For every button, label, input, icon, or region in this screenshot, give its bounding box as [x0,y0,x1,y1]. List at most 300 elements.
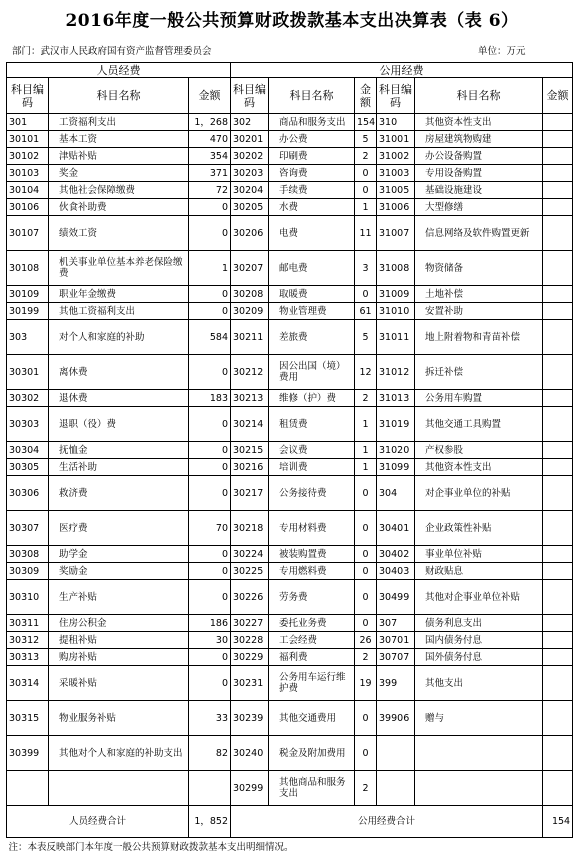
row-code: 30307 [7,511,49,546]
row-amount: 0 [355,165,377,182]
row-code: 30239 [231,701,269,736]
row-code: 30306 [7,476,49,511]
row-code: 30315 [7,701,49,736]
name-header: 科目名称 [269,78,355,114]
row-code: 301 [7,114,49,131]
table-row [7,546,573,563]
row-name: 被装购置费 [269,546,355,563]
row-amount: 33 [189,701,231,736]
row-name: 伙食补助费 [49,199,189,216]
row-code: 30303 [7,407,49,442]
row-amount: 2 [355,649,377,666]
row-amount: 0 [355,580,377,615]
row-code: 30206 [231,216,269,251]
row-code: 31020 [377,442,415,459]
row-amount [543,199,573,216]
row-name: 奖金 [49,165,189,182]
row-amount: 82 [189,736,231,771]
row-code: 30106 [7,199,49,216]
public-group-header: 公用经费 [231,63,573,78]
row-code: 30707 [377,649,415,666]
name-header: 科目名称 [415,78,543,114]
row-code: 307 [377,615,415,632]
amount-header: 金额 [543,78,573,114]
row-amount: 0 [189,476,231,511]
row-name: 公务用车运行维护费 [269,666,355,701]
row-code: 302 [231,114,269,131]
row-name: 专用材料费 [269,511,355,546]
table-row [7,114,573,131]
personnel-group-header: 人员经费 [7,63,231,78]
row-code: 30217 [231,476,269,511]
table-row [7,476,573,511]
row-name: 其他对企事业单位补贴 [415,580,543,615]
code-header: 科目编码 [231,78,269,114]
row-name: 商品和服务支出 [269,114,355,131]
row-name: 退休费 [49,390,189,407]
row-name: 维修（护）费 [269,390,355,407]
row-name: 提租补贴 [49,632,189,649]
table-row [7,199,573,216]
row-code: 30401 [377,511,415,546]
code-header: 科目编码 [7,78,49,114]
row-name: 专用燃料费 [269,563,355,580]
row-name: 其他交通费用 [269,701,355,736]
table-row [7,251,573,286]
row-code: 31006 [377,199,415,216]
row-code: 303 [7,320,49,355]
row-code: 30226 [231,580,269,615]
row-amount: 0 [355,615,377,632]
row-code: 30201 [231,131,269,148]
row-name: 印刷费 [269,148,355,165]
row-amount: 0 [355,476,377,511]
row-name: 会议费 [269,442,355,459]
row-name: 公务用车购置 [415,390,543,407]
row-amount [543,736,573,771]
row-amount: 0 [355,511,377,546]
row-amount [543,615,573,632]
row-code: 30205 [231,199,269,216]
row-name: 拆迁补偿 [415,355,543,390]
row-name: 企业政策性补贴 [415,511,543,546]
row-amount [543,355,573,390]
row-amount: 0 [355,286,377,303]
row-amount [543,131,573,148]
row-code: 30207 [231,251,269,286]
row-amount: 186 [189,615,231,632]
row-code: 31013 [377,390,415,407]
row-name: 绩效工资 [49,216,189,251]
row-code: 30227 [231,615,269,632]
row-amount [543,148,573,165]
row-name: 基本工资 [49,131,189,148]
row-amount: 0 [189,303,231,320]
row-amount: 584 [189,320,231,355]
row-name: 助学金 [49,546,189,563]
row-code: 30204 [231,182,269,199]
row-code: 30202 [231,148,269,165]
row-amount: 2 [355,771,377,806]
table-row [7,580,573,615]
row-amount [543,511,573,546]
row-code: 30212 [231,355,269,390]
row-code: 30313 [7,649,49,666]
row-code: 310 [377,114,415,131]
row-code: 30308 [7,546,49,563]
row-code: 31002 [377,148,415,165]
row-name: 大型修缮 [415,199,543,216]
row-amount [543,666,573,701]
row-code: 30107 [7,216,49,251]
table-row [7,355,573,390]
row-name: 债务利息支出 [415,615,543,632]
row-amount [543,390,573,407]
row-amount: 371 [189,165,231,182]
row-amount: 1 [355,442,377,459]
row-code: 30403 [377,563,415,580]
row-amount [543,251,573,286]
table-row [7,459,573,476]
row-code: 30302 [7,390,49,407]
row-amount [543,407,573,442]
row-amount [543,182,573,199]
row-name [49,771,189,806]
row-code: 30224 [231,546,269,563]
row-amount [543,701,573,736]
row-code: 30211 [231,320,269,355]
row-name: 产权参股 [415,442,543,459]
row-code: 30402 [377,546,415,563]
row-amount: 70 [189,511,231,546]
table-row [7,182,573,199]
row-name: 手续费 [269,182,355,199]
row-code: 30240 [231,736,269,771]
row-amount: 30 [189,632,231,649]
footnote: 注：本表反映部门本年度一般公共预算财政拨款基本支出明细情况。 [7,838,573,853]
row-name: 生活补助 [49,459,189,476]
row-amount: 0 [355,701,377,736]
row-name: 地上附着物和青苗补偿 [415,320,543,355]
row-code: 31012 [377,355,415,390]
row-name: 物业管理费 [269,303,355,320]
row-name [415,736,543,771]
row-code: 30309 [7,563,49,580]
amount-header: 金额 [355,78,377,114]
table-row [7,286,573,303]
row-name: 事业单位补贴 [415,546,543,563]
row-code: 30310 [7,580,49,615]
row-code: 31003 [377,165,415,182]
row-name: 福利费 [269,649,355,666]
row-code: 30399 [7,736,49,771]
row-code: 399 [377,666,415,701]
row-code: 304 [377,476,415,511]
row-name: 对个人和家庭的补助 [49,320,189,355]
row-name: 国内债务付息 [415,632,543,649]
row-name: 工会经费 [269,632,355,649]
row-name: 物业服务补贴 [49,701,189,736]
row-code: 30314 [7,666,49,701]
row-code: 31011 [377,320,415,355]
row-amount: 1 [355,459,377,476]
row-name: 其他资本性支出 [415,114,543,131]
row-name: 安置补助 [415,303,543,320]
row-code: 39906 [377,701,415,736]
row-name: 奖励金 [49,563,189,580]
row-code: 30701 [377,632,415,649]
row-amount: 5 [355,320,377,355]
row-code: 30231 [231,666,269,701]
row-code: 30109 [7,286,49,303]
department-label: 部门：武汉市人民政府国有资产监督管理委员会 [12,43,212,57]
row-amount: 0 [189,286,231,303]
row-amount: 0 [189,407,231,442]
code-header: 科目编码 [377,78,415,114]
row-name: 委托业务费 [269,615,355,632]
row-code: 30199 [7,303,49,320]
row-name: 劳务费 [269,580,355,615]
row-code: 30218 [231,511,269,546]
table-row [7,216,573,251]
row-code [7,771,49,806]
row-name: 对企事业单位的补贴 [415,476,543,511]
row-name: 医疗费 [49,511,189,546]
page-title: 2016年度一般公共预算财政拨款基本支出决算表（表 6） [0,6,584,31]
row-name: 机关事业单位基本养老保险缴费 [49,251,189,286]
table-row [7,736,573,771]
row-amount: 61 [355,303,377,320]
row-name: 其他社会保障缴费 [49,182,189,199]
row-amount: 0 [189,459,231,476]
row-amount: 0 [189,442,231,459]
row-name: 国外债务付息 [415,649,543,666]
table-row [7,303,573,320]
row-name: 咨询费 [269,165,355,182]
row-name: 采暖补贴 [49,666,189,701]
row-code: 30311 [7,615,49,632]
row-amount [543,442,573,459]
row-name: 基础设施建设 [415,182,543,199]
row-name: 其他支出 [415,666,543,701]
row-amount [543,459,573,476]
row-amount: 0 [189,546,231,563]
row-amount: 12 [355,355,377,390]
row-code: 30208 [231,286,269,303]
row-code: 31009 [377,286,415,303]
amount-header: 金额 [189,78,231,114]
table-row [7,701,573,736]
row-name: 取暖费 [269,286,355,303]
row-name: 其他交通工具购置 [415,407,543,442]
row-amount [543,580,573,615]
row-amount: 1 [355,407,377,442]
row-code: 30213 [231,390,269,407]
row-name: 邮电费 [269,251,355,286]
table-row [7,442,573,459]
table-row [7,666,573,701]
row-name: 公务接待费 [269,476,355,511]
row-code: 31005 [377,182,415,199]
table-row [7,615,573,632]
row-code: 30304 [7,442,49,459]
row-code: 30305 [7,459,49,476]
table-row [7,632,573,649]
row-amount [543,286,573,303]
row-amount [543,320,573,355]
row-name: 购房补贴 [49,649,189,666]
row-amount: 354 [189,148,231,165]
table-row [7,320,573,355]
public-total-label: 公用经费合计 [231,806,543,838]
row-amount: 0 [355,563,377,580]
row-code: 30499 [377,580,415,615]
row-name: 培训费 [269,459,355,476]
row-code: 30203 [231,165,269,182]
row-amount [543,546,573,563]
table-row [7,511,573,546]
table-row [7,407,573,442]
row-name: 其他对个人和家庭的补助支出 [49,736,189,771]
row-name: 住房公积金 [49,615,189,632]
row-amount [543,476,573,511]
row-name: 税金及附加费用 [269,736,355,771]
row-amount: 183 [189,390,231,407]
row-amount: 1，268 [189,114,231,131]
row-amount [543,165,573,182]
personnel-total-value: 1，852 [189,806,231,838]
name-header: 科目名称 [49,78,189,114]
row-code: 30209 [231,303,269,320]
row-name: 工资福利支出 [49,114,189,131]
row-amount: 0 [355,736,377,771]
row-code: 31010 [377,303,415,320]
row-amount: 0 [189,355,231,390]
row-name: 办公设备购置 [415,148,543,165]
row-amount: 11 [355,216,377,251]
row-amount [543,563,573,580]
row-code: 30101 [7,131,49,148]
row-code [377,736,415,771]
row-name: 差旅费 [269,320,355,355]
row-code: 30103 [7,165,49,182]
row-code: 30312 [7,632,49,649]
row-name: 职业年金缴费 [49,286,189,303]
row-code: 30301 [7,355,49,390]
row-amount: 0 [189,666,231,701]
table-row [7,390,573,407]
row-amount [543,216,573,251]
row-name: 其他工资福利支出 [49,303,189,320]
row-name: 因公出国（境）费用 [269,355,355,390]
row-name: 退职（役）费 [49,407,189,442]
row-amount [543,771,573,806]
table-row [7,165,573,182]
row-code: 31019 [377,407,415,442]
row-name: 财政贴息 [415,563,543,580]
row-amount: 470 [189,131,231,148]
row-name: 其他商品和服务支出 [269,771,355,806]
row-name: 生产补贴 [49,580,189,615]
row-amount [543,632,573,649]
row-amount: 1 [189,251,231,286]
table-row [7,131,573,148]
row-code [377,771,415,806]
row-name: 水费 [269,199,355,216]
row-amount: 1 [355,199,377,216]
row-amount [543,303,573,320]
row-amount: 154 [355,114,377,131]
row-code: 31007 [377,216,415,251]
row-code: 30214 [231,407,269,442]
row-name: 土地补偿 [415,286,543,303]
row-name: 租赁费 [269,407,355,442]
row-amount: 2 [355,148,377,165]
unit-label: 单位：万元 [478,43,526,57]
row-name: 离休费 [49,355,189,390]
row-amount: 3 [355,251,377,286]
table-row [7,148,573,165]
row-amount: 0 [355,546,377,563]
row-amount: 2 [355,390,377,407]
row-code: 30299 [231,771,269,806]
row-code: 30229 [231,649,269,666]
row-name: 房屋建筑物购建 [415,131,543,148]
row-amount: 0 [189,199,231,216]
row-name: 电费 [269,216,355,251]
row-amount: 72 [189,182,231,199]
public-total-value: 154 [543,806,573,838]
row-name: 物资储备 [415,251,543,286]
row-code: 30102 [7,148,49,165]
row-code: 31008 [377,251,415,286]
table-row [7,563,573,580]
row-code: 31099 [377,459,415,476]
row-amount: 19 [355,666,377,701]
table-row [7,771,573,806]
row-name: 信息网络及软件购置更新 [415,216,543,251]
row-amount: 0 [189,216,231,251]
row-name: 办公费 [269,131,355,148]
row-amount: 5 [355,131,377,148]
row-amount: 0 [189,563,231,580]
row-name: 津贴补贴 [49,148,189,165]
table-row [7,649,573,666]
row-amount [543,649,573,666]
row-code: 30216 [231,459,269,476]
row-name [415,771,543,806]
row-name: 专用设备购置 [415,165,543,182]
row-name: 其他资本性支出 [415,459,543,476]
row-name: 赠与 [415,701,543,736]
row-code: 30104 [7,182,49,199]
row-amount: 0 [189,580,231,615]
row-name: 救济费 [49,476,189,511]
row-amount: 26 [355,632,377,649]
row-code: 31001 [377,131,415,148]
row-amount [543,114,573,131]
row-code: 30228 [231,632,269,649]
row-amount: 0 [355,182,377,199]
row-code: 30225 [231,563,269,580]
personnel-total-label: 人员经费合计 [7,806,189,838]
row-code: 30108 [7,251,49,286]
row-amount: 0 [189,649,231,666]
row-name: 抚恤金 [49,442,189,459]
row-code: 30215 [231,442,269,459]
row-amount [189,771,231,806]
expenditure-table [6,62,573,853]
